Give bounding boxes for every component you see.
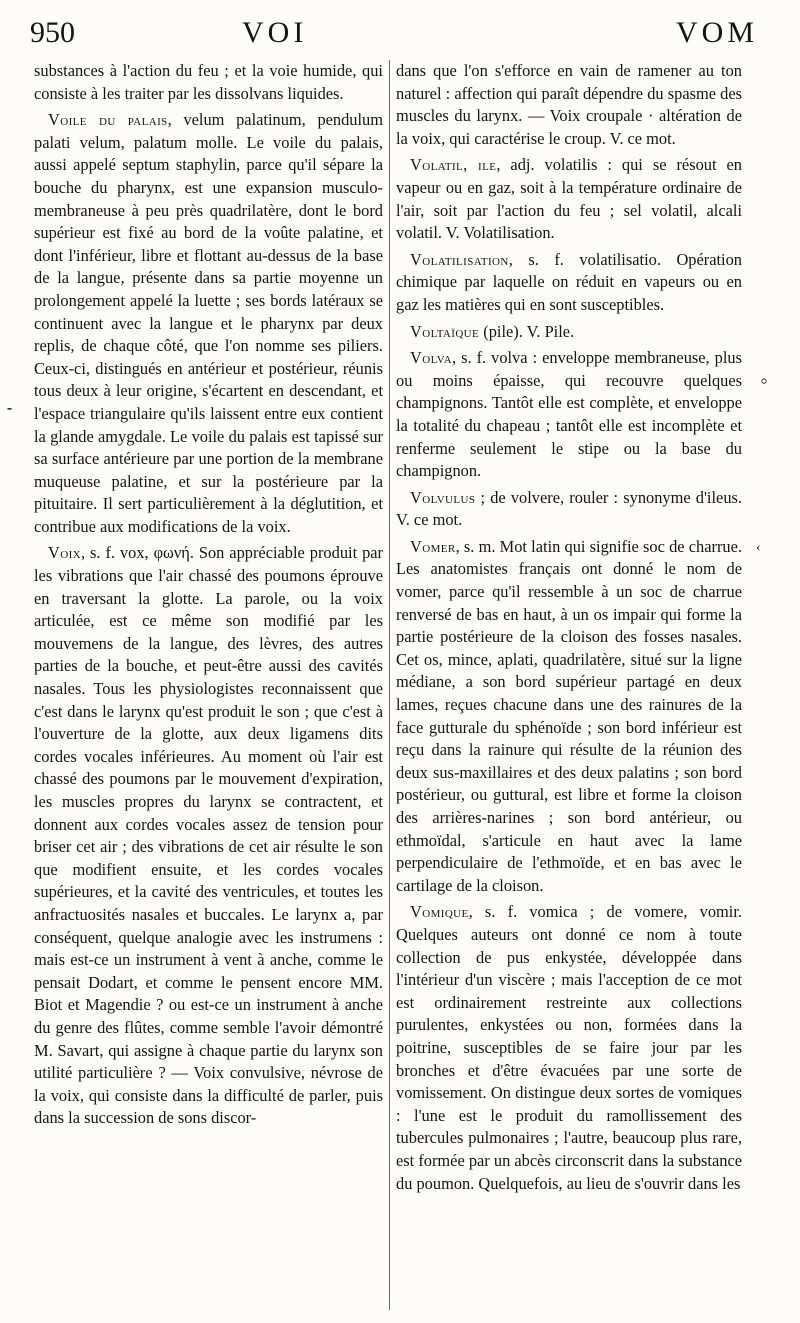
entry-body: , adj. volatilis : qui se résout en vapeur ou en gaz, soit à la température ordinaire de l'air, soit par l'action du feu ; sel volatil, alcali volatil. V. Volatilisation. (396, 155, 742, 243)
header-right-guideword: VOM (675, 16, 758, 49)
headword: Volatil, ile (410, 155, 497, 175)
margin-mark: ⁃ (6, 403, 13, 418)
entry-body: , s. f. vomica ; de vomere, vomir. Quelques auteurs ont donné ce nom à toute collection de pus enkystée, développée dans l'intérieur d'un viscère ; mais l'acception de ce mot est ordinairement restreinte aux collections purulentes, enkystées ou non, formées dans la poitrine, susceptibles de se faire jour par les bronches et d'être évacuées par une sorte de vomissement. On distingue deux sortes de vomiques : l'une est le produit du ramollissement des tubercules pulmonaires ; l'autre, beaucoup plus rare, est formée par un abcès circonscrit dans la substance du poumon. Quelquefois, au lieu de s'ouvrir dans les (396, 902, 742, 1193)
entry-continuation: substances à l'action du feu ; et la voie humide, qui consiste à les traiter par les dissolvans liquides. (34, 61, 383, 103)
entry-body: , velum palatinum, pendulum palati velum, palatum molle. Le voile du palais, aussi appelé septum staphylin, parce qu'il sépare la bouche du pharynx, est une expansion musculo-membraneuse à peu près quadrilatère, dont le bord supérieur est fixé au bord de la voûte palatine, et dont l'inférieur, libre et flottant au-dessus de la base de la langue, présente dans sa partie moyenne un prolongement appelé la luette ; ses bords latéraux se continuent avec la langue et le pharynx par deux replis, de chaque côté, que l'on nomme ses piliers. Ceux-ci, distingués en antérieur et postérieur, réunis tous deux à leur origine, s'écartent en descendant, et l'espace triangulaire qu'ils laissent entre eux contient la glande amygdale. Le voile du palais est tapissé sur sa surface antérieure par une portion de la membrane muqueuse palatine, et sur la postérieure par la pituitaire. Il sert particulièrement à la déglutition, et contribue aux modifications de la voix. (34, 110, 383, 536)
headword: Volvulus (410, 487, 476, 507)
entry-continuation: dans que l'on s'efforce en vain de ramener au ton naturel : affection qui paraît dépendre du spasme des muscles du larynx. — Voix croupale · altération de la voix, qui caractérise le croup. V. ce mot. (396, 61, 742, 148)
headword: Voile du palais (48, 110, 168, 130)
entry-vomique (396, 901, 742, 1195)
entry-voix (34, 542, 383, 1129)
header-left-guideword: VOI (242, 16, 308, 49)
entry-vomer (396, 536, 742, 898)
entry-body: , s. f. volatilisatio. Opération chimique par laquelle on réduit en vapeurs ou en gaz les matières qui en sont susceptibles. (396, 249, 742, 314)
entry-voile-du-palais (34, 109, 383, 538)
headword: Voltaïque (410, 321, 480, 341)
headword: Vomique (410, 902, 469, 922)
margin-mark: ‹ (756, 540, 761, 555)
entry-body: , s. f. volva : enveloppe membraneuse, plus ou moins épaisse, qui recouvre quelques champignons. Tantôt elle est complète, et enveloppe la totalité du chapeau ; tantôt elle est incomplète et renferme seulement le stipe ou la base du champignon. (396, 348, 742, 481)
headword: Volatilisation (410, 249, 509, 269)
headword: Volva (410, 348, 452, 368)
left-column (34, 60, 383, 1315)
entry-volvulus (396, 487, 742, 532)
entry-body: ; de volvere, rouler : synonyme d'ileus. V. ce mot. (396, 487, 742, 530)
entry-body: , s. m. Mot latin qui signifie soc de charrue. Les anatomistes français ont donné le nom de vomer, parce qu'il ressemble à un soc de charrue renversé de bas en haut, à un os impair qui forme la partie postérieure de la cloison des fosses nasales. Cet os, mince, aplati, quadrilatère, situé sur la ligne médiane, a son bord supérieur partagé en deux lames, reçues chacune dans une des rainures de la face gutturale du sphénoïde ; son bord inférieur est reçu dans la rainure qui résulte de la réunion des deux sus-maxillaires et des deux palatins ; son bord postérieur, ou guttural, est libre et forme la cloison des arrières-narines ; son bord antérieur, ou ethmoïdal, s'articule en haut avec la lame perpendiculaire de l'ethmoïde, et en bas avec le cartilage de la cloison. (396, 536, 742, 895)
entry-voltaique (396, 321, 742, 344)
entry-volatilisation (396, 249, 742, 317)
headword: Vomer (410, 536, 456, 556)
running-header (30, 10, 764, 54)
margin-mark: ⸰ (760, 375, 769, 390)
page-number: 950 (30, 16, 75, 49)
entry-volatil (396, 154, 742, 244)
entry-volva (396, 347, 742, 483)
entry-body: , s. f. vox, φωνή. Son appréciable produit par les vibrations que l'air chassé des poumons éprouve en traversant la glotte. La parole, ou la voix articulée, est ce même son modifié par les mouvemens de la langue, des lèvres, des autres parties de la bouche, et peut-être aussi des cavités nasales. Tous les physiologistes reconnaissent que c'est dans le larynx qu'est produit le son ; que c'est à l'ouverture de la glotte, aux deux ligamens dits cordes vocales inférieures. Au moment où l'air est chassé des poumons par le mouvement d'expiration, les muscles propres du larynx se contractent, et donnent aux cordes vocales assez de tension pour briser cet air ; des vibrations de cet air résulte le son que modifient ensuite, et les cordes vocales supérieures, et la cavité des ventricules, et toutes les anfractuosités nasales et buccales. Le larynx a, par conséquent, quelque analogie avec les instrumens : mais est-ce un instrument à vent à anche, comme le pensait Dodart, et comme le pensent encore MM. Biot et Magendie ? ou est-ce un instrument à anche du genre des flûtes, comme semble l'avoir démontré M. Savart, qui assigne à chaque partie du larynx son utilité particulière ? — Voix convulsive, névrose de la voix, qui consiste dans la difficulté de parler, puis dans la succession de sons discor- (34, 543, 383, 1128)
entry-body: (pile). V. Pile. (479, 321, 575, 341)
headword: Voix (48, 543, 81, 563)
right-column (396, 60, 742, 1315)
column-divider (389, 60, 390, 1310)
